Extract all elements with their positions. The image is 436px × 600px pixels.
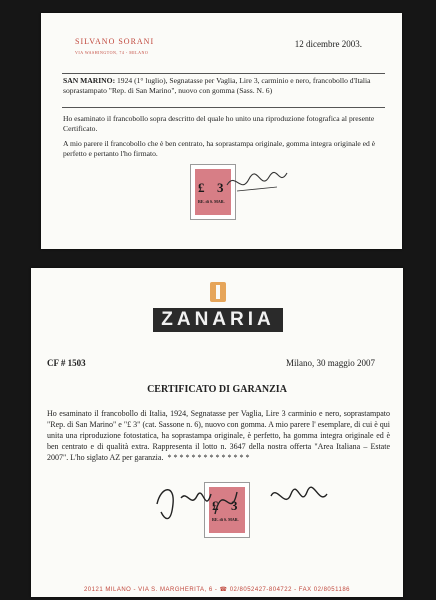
stamp-currency: £ bbox=[198, 180, 205, 195]
certificate-title: CERTIFICATO DI GARANZIA bbox=[147, 384, 287, 395]
signature bbox=[221, 161, 291, 201]
zanaria-certificate bbox=[31, 268, 403, 597]
signature bbox=[151, 474, 341, 524]
stamp-value: 3 bbox=[217, 180, 224, 195]
zanaria-emblem-icon bbox=[210, 282, 226, 302]
footer-address: 20121 MILANO - VIA S. MARGHERITA, 6 - ☎ 02/8052427-804722 - FAX 02/8051186 bbox=[83, 587, 351, 593]
asterisk-line: * * * * * * * * * * * * * * bbox=[165, 453, 250, 462]
stamp-overprint: RE. di S. MAR. bbox=[198, 199, 225, 204]
sender-name: SILVANO SORANI bbox=[75, 37, 155, 46]
certificate-number: CF # 1503 bbox=[47, 358, 86, 368]
stamp-currency: £ bbox=[212, 498, 219, 513]
stamp-description bbox=[63, 76, 393, 96]
sender-address: VIA WASHINGTON, 74 - MILANO bbox=[75, 50, 149, 55]
stamp-value: 3 bbox=[231, 498, 238, 513]
bottom-divider bbox=[62, 107, 385, 108]
description-text: 1924 (1° luglio), Segnatasse per Vaglia, Lire 3, carminio e nero, francobollo d'Italia soprastampato "Rep. di San Marino", nuovo con gomma (Sass. N. 6) bbox=[63, 76, 371, 95]
body-text: Ho esaminato il francobollo di Italia, 1924, Segnatasse per Vaglia, Lire 3 carminio e nero, soprastampato "Rep. di San Marino" e "£ 3" (cat. Sassone n. 6), nuovo con gomma. A mio parere l' esemplare, di cui è qui unita una riproduzione fotostatica, ha soprastampa originale, è perfetto, ha gomma integra originale ed è ben centrato e di qualità extra. Rappresenta il lotto n. 3647 della nostra offerta "Area Italiana – Estate 2007". L'ho siglato AZ per garanzia. bbox=[47, 409, 390, 462]
top-divider bbox=[62, 73, 385, 74]
certificate-date: Milano, 30 maggio 2007 bbox=[286, 358, 375, 368]
certificate-body bbox=[47, 408, 390, 463]
zanaria-logo: ZANARIA bbox=[153, 308, 283, 332]
certificate-date: 12 dicembre 2003. bbox=[294, 39, 362, 49]
stamp-overprint: RE. di S. MAR. bbox=[212, 517, 239, 522]
examination-paragraph: Ho esaminato il francobollo sopra descritto del quale ho unito una riproduzione fotografica al presente Certificato. bbox=[63, 114, 375, 133]
sorani-certificate bbox=[41, 13, 402, 249]
opinion-paragraph: A mio parere il francobollo che è ben centrato, ha soprastampa originale, gomma integra originale ed è perfetto e pertanto l'ho firmato. bbox=[63, 139, 376, 158]
country-label: SAN MARINO: bbox=[63, 76, 116, 85]
